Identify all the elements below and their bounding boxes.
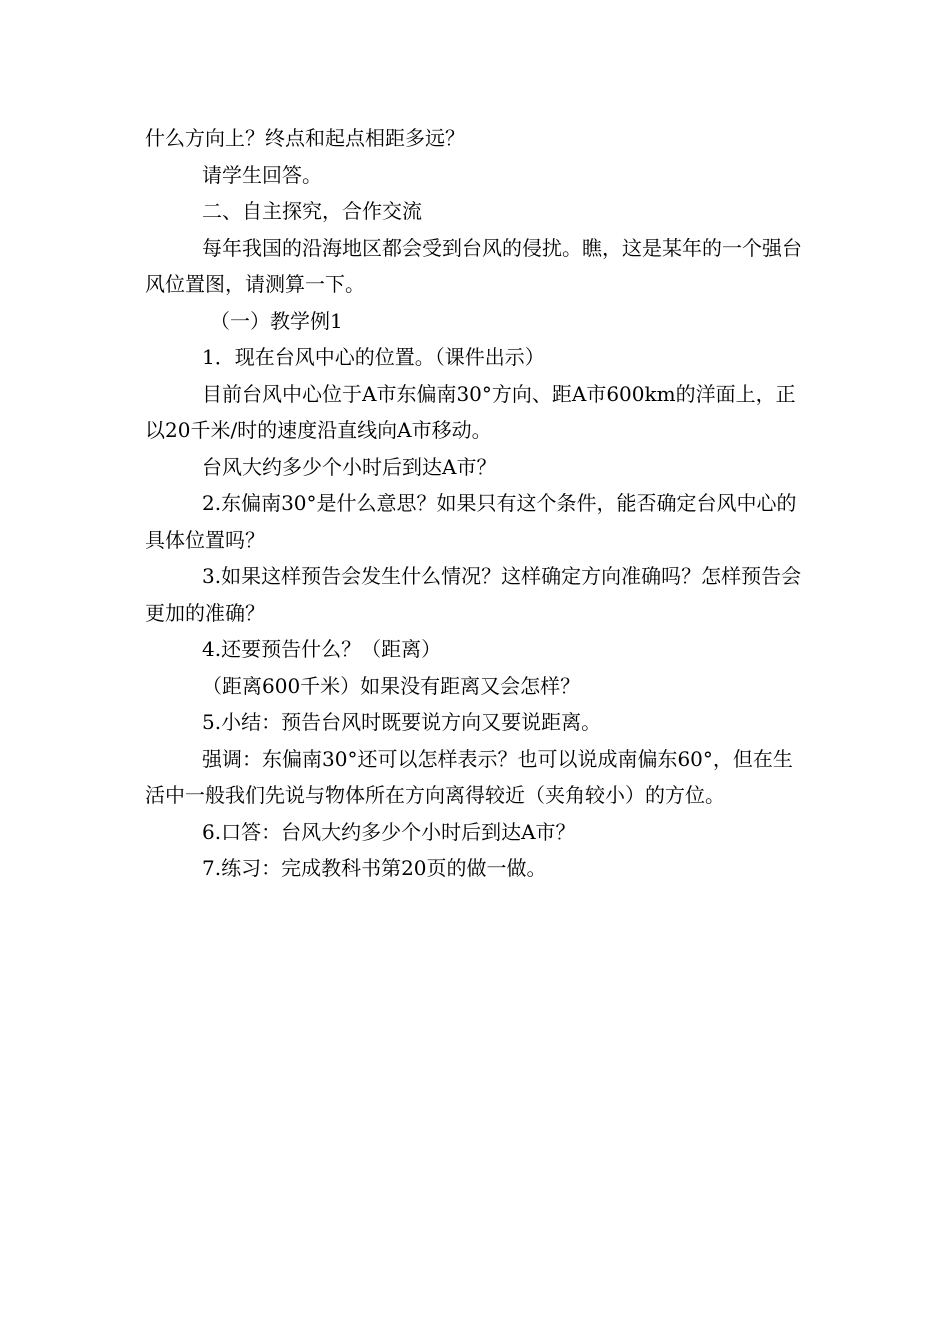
document-body [145, 120, 810, 887]
paragraph: 每年我国的沿海地区都会受到台风的侵扰。瞧，这是某年的一个强台风位置图，请测算一下。 [145, 235, 802, 296]
paragraph: 什么方向上？终点和起点相距多远？ [145, 126, 465, 150]
paragraph: 4.还要预告什么？（距离） [202, 637, 442, 661]
paragraph: 3.如果这样预告会发生什么情况？这样确定方向准确吗？怎样预告会更加的准确？ [145, 564, 802, 625]
paragraph: 台风大约多少个小时后到达A市？ [202, 454, 497, 479]
subsection-heading: （一）教学例1 [210, 308, 343, 333]
paragraph: 目前台风中心位于A市东偏南30°方向、距A市600km的洋面上，正以20千米/时的速度沿直线向A市移动。 [145, 381, 796, 442]
paragraph: 6.口答：台风大约多少个小时后到达A市？ [202, 819, 576, 844]
paragraph: （距离600千米）如果没有距离又会怎样？ [202, 673, 581, 698]
paragraph: 7.练习：完成教科书第20页的做一做。 [202, 856, 547, 880]
paragraph: 强调：东偏南30°还可以怎样表示？也可以说成南偏东60°，但在生活中一般我们先说与物体所在方向离得较近（夹角较小）的方位。 [145, 746, 793, 807]
paragraph: 5.小结：预告台风时既要说方向又要说距离。 [202, 710, 602, 734]
section-heading: 二、自主探究，合作交流 [202, 199, 422, 223]
paragraph: 2.东偏南30°是什么意思？如果只有这个条件，能否确定台风中心的具体位置吗？ [145, 491, 797, 552]
paragraph: 1．现在台风中心的位置。（课件出示） [202, 345, 545, 369]
paragraph: 请学生回答。 [202, 162, 322, 187]
